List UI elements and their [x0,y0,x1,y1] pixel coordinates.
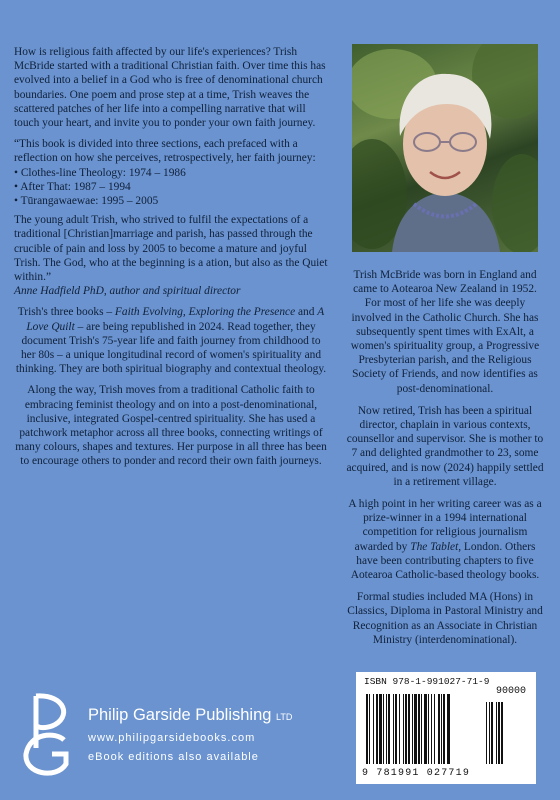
book-title-1: Faith Evolving, [114,306,186,319]
quote-attribution: Anne Hadfield PhD, author and spiritual director [14,285,241,298]
publisher-block [16,688,336,788]
barcode-bars [364,688,528,768]
quote-intro: “This book is divided into three sections, each prefaced with a reflection on how she perceives, retrospectively, her faith journey: [14,138,316,165]
bio-paragraph-3: A high point in her writing career was as a prize-winner in a 1994 international competition for religious journalism awarded by The Tablet, London. Others have been contributing chapters to five Aotearoa Catholic-based theology books. [348,498,542,582]
bio-paragraph-2: Now retired, Trish has been a spiritual director, chaplain in various contexts, counsellor and supervisor. She is mother to 7 and delighted grandmother to 23, some acquired, and is now (2024) happily settled in a retirement village. [346,404,544,488]
price-code: 90000 [495,686,526,697]
books-paragraph: Trish's three books – Faith Evolving, Exploring the Presence and A Love Quilt – are being republished in 2024. Read together, they document Trish's 75-year life and faith journey from childhood to her 80s – a unique longitudinal record of women's spirituality and thinking. They are both spiritual biography and contextual theology. [15,306,327,376]
bio-paragraph-4: Formal studies included MA (Hons) in Classics, Diploma in Pastoral Ministry and Recognition as an Associate in Christian Ministry (interdenominational). [347,591,543,646]
isbn-label: ISBN 978-1-991027-71-9 [364,676,490,687]
publisher-url[interactable]: www.philipgarsidebooks.com [88,732,256,744]
section-item-2: • After That: 1987 – 1994 [14,180,131,193]
section-item-3: • Tūrangawaewae: 1995 – 2005 [14,195,159,208]
pg-logo-icon [16,688,80,784]
quote-body: The young adult Trish, who strived to fulfil the expectations of a traditional [Christian]marriage and parish, has passed through the crucible of pain and loss by 2005 to become a mature and joyful Trish. The God, who at the beginning is a ation, but also as the Quiet within.” [14,214,328,284]
barcode-digits: 9 781991 027719 [362,768,471,779]
isbn-barcode [356,672,536,784]
bio-paragraph-1: Trish McBride was born in England and came to Aotearoa New Zealand in 1952. For most of her life she was deeply involved in the Catholic Church. She has subsequently spent times with ExAlt, a women's spirituality group, a Progressive Presbyterian parish, and the Religious Society of Friends, and now identifies as post-denominational. [350,269,540,395]
intro-paragraph: How is religious faith affected by our life's experiences? Trish McBride started with a traditional Christian faith. Over time this has evolved into a belief in a God who is free of denominational church boundaries. One poem and prose step at a time, Trish weaves the scattered patches of her life into a compelling narrative that will touch your heart, and invite you to ponder your own faith journey. [14,46,326,130]
section-item-1: • Clothes-line Theology: 1974 – 1986 [14,166,186,179]
book-title-3: A Love Quilt [26,306,325,333]
ebook-note: eBook editions also available [88,751,259,763]
book-title-2: Exploring the Presence [188,306,296,319]
left-column [14,45,328,469]
author-photo [352,44,538,252]
publisher-name: Philip Garside Publishing LTD [88,706,293,724]
closing-paragraph: Along the way, Trish moves from a traditional Catholic faith to embracing feminist theology and on into a post-denominational, inclusive, integrated Gospel-centred spirituality. She has used a patchwork metaphor across all three books, connecting writings of many colours, shapes and textures. Her purpose in all three has been to encourage others to ponder and record their own faith journeys. [15,384,327,468]
right-column [345,268,545,655]
